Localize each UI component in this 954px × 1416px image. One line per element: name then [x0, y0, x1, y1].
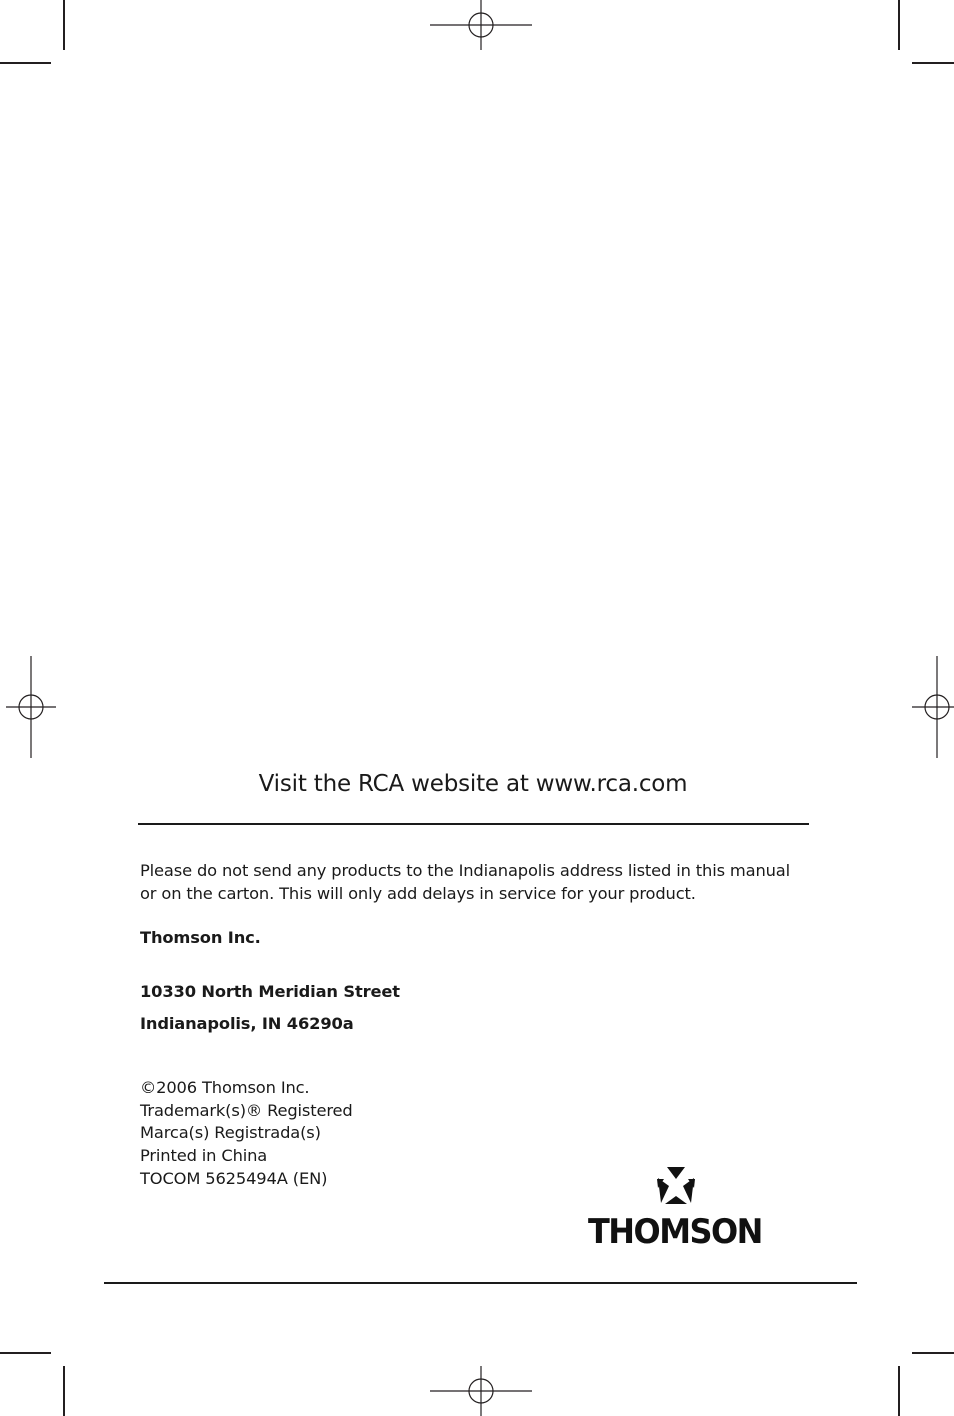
marca-line: Marca(s) Registrada(s): [140, 1123, 321, 1143]
printed-line: Printed in China: [140, 1146, 268, 1166]
divider-bottom: [104, 1282, 857, 1284]
registration-mark-icon: [430, 1366, 532, 1416]
copyright-line: ©2006 Thomson Inc.: [140, 1078, 310, 1097]
divider-top: [138, 823, 809, 825]
website-line: Visit the RCA website at www.rca.com: [258, 771, 688, 797]
crop-mark: [898, 1366, 900, 1416]
city-address: Indianapolis, IN 46290a: [140, 1014, 354, 1033]
shipping-notice: [140, 859, 820, 905]
street-address: 10330 North Meridian Street: [140, 982, 400, 1001]
thomson-triangle-logo-icon: [655, 1166, 697, 1206]
legal-block: [140, 1077, 353, 1191]
document-code: TOCOM 5625494A (EN): [140, 1168, 328, 1188]
crop-mark: [912, 62, 954, 64]
crop-mark: [63, 0, 65, 50]
company-name: Thomson Inc.: [140, 928, 261, 947]
registration-mark-icon: [430, 0, 532, 50]
trademark-line: Trademark(s)® Registered: [140, 1100, 353, 1120]
notice-line-2: or on the carton. This will only add delays in service for your product.: [140, 884, 696, 903]
notice-line-1: Please do not send any products to the Indianapolis address listed in this manual: [140, 861, 791, 880]
registration-mark-icon: [6, 656, 56, 758]
crop-mark: [63, 1366, 65, 1416]
registration-mark-icon: [912, 656, 954, 758]
crop-mark: [898, 0, 900, 50]
thomson-wordmark: THOMSON: [588, 1212, 762, 1252]
crop-mark: [0, 1352, 51, 1354]
crop-mark: [912, 1352, 954, 1354]
crop-mark: [0, 62, 51, 64]
